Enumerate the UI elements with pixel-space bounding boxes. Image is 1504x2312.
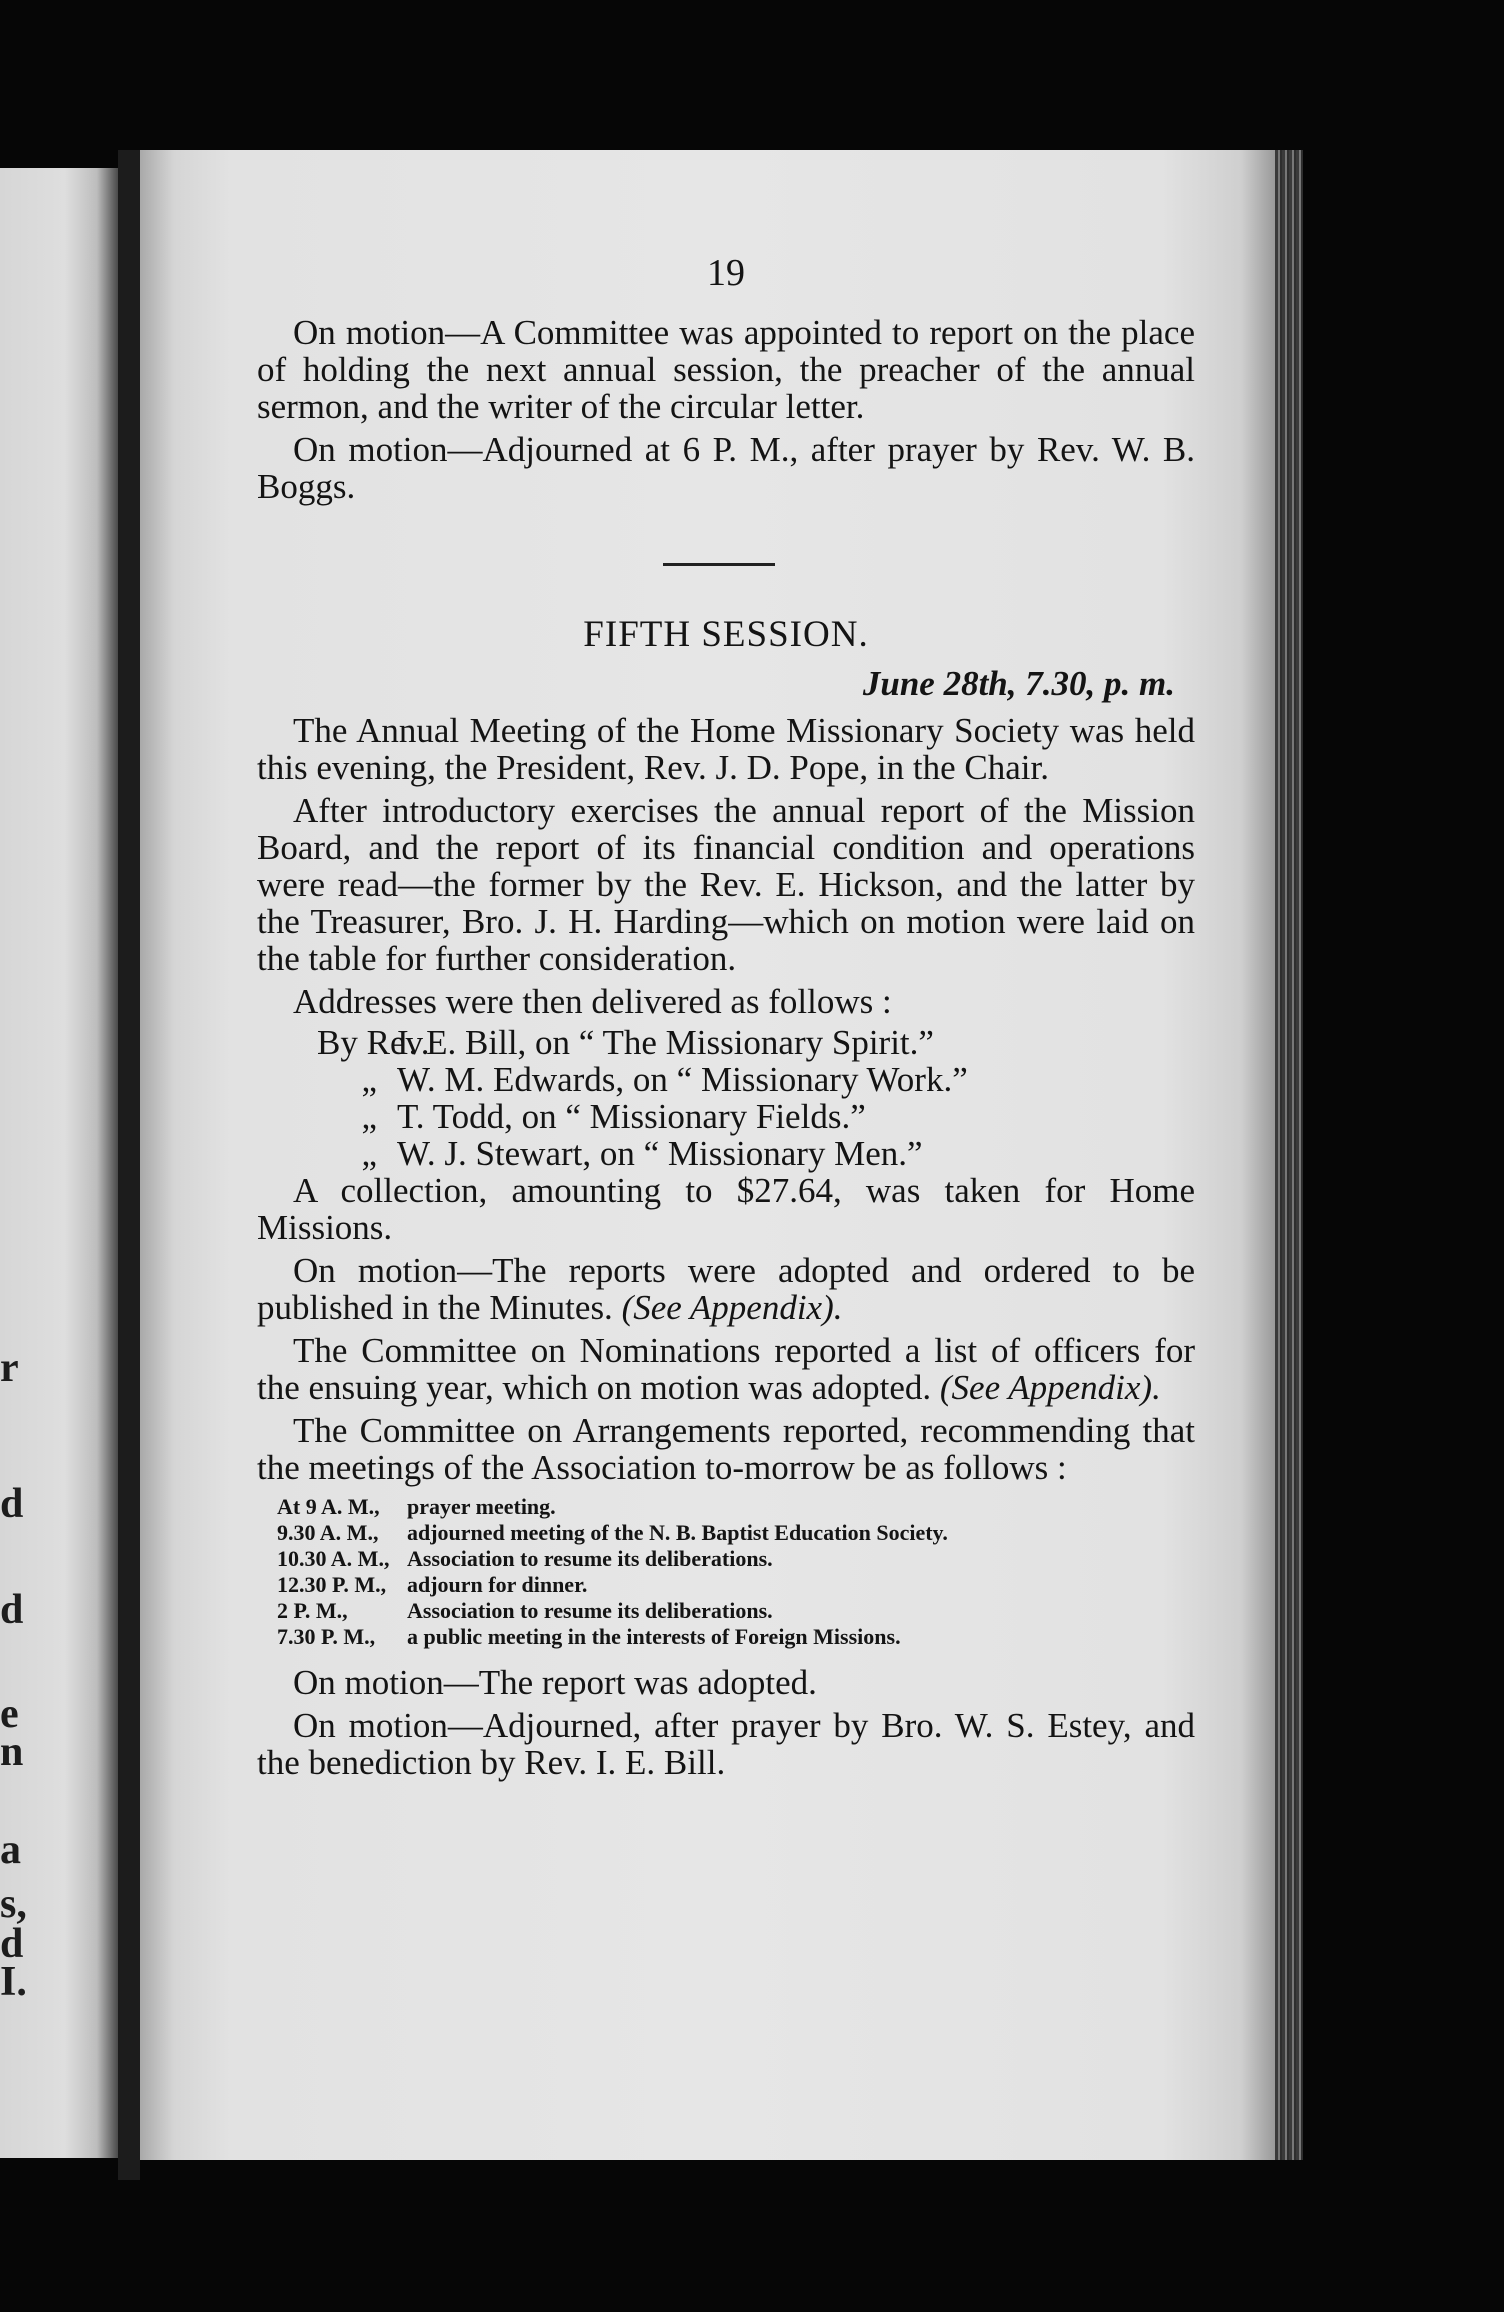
paragraph: On motion—A Committee was appointed to report on the place of holding the next annual session, the preacher of the annual sermon, and the writer of the circular letter.: [257, 313, 1195, 426]
paragraph: After introductory exercises the annual report of the Mission Board, and the report of its financial condition and operations were read—the former by the Rev. E. Hickson, and the latter by the Treasurer, Bro. J. H. Harding—which on motion were laid on the table for further consideration.: [257, 791, 1195, 978]
address-text: T. Todd, on “ Missionary Fields.”: [397, 1097, 866, 1136]
schedule-time: 2 P. M.,: [277, 1598, 348, 1623]
ditto-mark: „: [361, 1097, 377, 1136]
address-text: W. J. Stewart, on “ Missionary Men.”: [397, 1134, 923, 1173]
ditto-mark: „: [361, 1060, 377, 1099]
schedule-time: 10.30 A. M.,: [277, 1546, 390, 1571]
schedule-row: [257, 1520, 1195, 1546]
schedule: [257, 1494, 1195, 1650]
paragraph: [257, 1252, 1195, 1326]
addresses-intro: Addresses were then delivered as follows :: [293, 982, 892, 1021]
schedule-row: [257, 1494, 1195, 1520]
paragraph: On motion—The report was adopted.: [293, 1663, 817, 1702]
address-prefix: By Rev.: [317, 1023, 430, 1062]
session-heading: FIFTH SESSION.: [583, 614, 869, 655]
facing-page-fragment: d: [0, 1587, 24, 1633]
paragraph: [257, 1332, 1195, 1406]
address-text: I. E. Bill, on “ The Missionary Spirit.”: [397, 1023, 934, 1062]
schedule-desc: a public meeting in the interests of Foreign Missions.: [407, 1624, 901, 1649]
schedule-row: [257, 1598, 1195, 1624]
facing-page-fragment: e: [0, 1691, 19, 1737]
schedule-row: [257, 1546, 1195, 1572]
page-edge: [1275, 150, 1303, 2160]
paragraph: On motion—Adjourned, after prayer by Bro. W. S. Estey, and the benediction by Rev. I. E. Bill.: [257, 1706, 1195, 1782]
facing-page-fragment: I.: [0, 1959, 27, 2005]
schedule-time: 9.30 A. M.,: [277, 1520, 379, 1545]
appendix-reference: (See Appendix).: [621, 1288, 843, 1327]
paragraph-text: The Committee on Nominations reported a list of officers for the ensuing year, which on motion was adopted.: [257, 1331, 1195, 1407]
appendix-reference: (See Appendix).: [939, 1368, 1161, 1407]
schedule-row: [257, 1572, 1195, 1598]
schedule-desc: adjourned meeting of the N. B. Baptist Education Society.: [407, 1520, 948, 1545]
paragraph: A collection, amounting to $27.64, was taken for Home Missions.: [257, 1171, 1195, 1247]
dateline: June 28th, 7.30, p. m.: [862, 664, 1175, 703]
section-rule: [663, 563, 775, 566]
facing-page-fragment: r: [0, 1345, 19, 1391]
paragraph-text: On motion—The reports were adopted and ordered to be published in the Minutes.: [257, 1251, 1195, 1327]
paragraph: The Annual Meeting of the Home Missionary Society was held this evening, the President, Rev. J. D. Pope, in the Chair.: [257, 711, 1195, 787]
book-page: [140, 150, 1275, 2160]
schedule-row: [257, 1624, 1195, 1650]
address-text: W. M. Edwards, on “ Missionary Work.”: [397, 1060, 968, 1099]
address-item: [257, 1135, 1195, 1172]
facing-page-fragment: n: [0, 1729, 24, 1775]
facing-page-fragment: s,: [0, 1881, 27, 1927]
facing-page-fragment: a: [0, 1827, 21, 1873]
address-item: [257, 1061, 1195, 1098]
schedule-time: 12.30 P. M.,: [277, 1572, 387, 1597]
schedule-time: 7.30 P. M.,: [277, 1624, 376, 1649]
ditto-mark: „: [361, 1134, 377, 1173]
schedule-time: At 9 A. M.,: [277, 1494, 380, 1519]
schedule-desc: prayer meeting.: [407, 1494, 556, 1519]
paragraph: On motion—Adjourned at 6 P. M., after prayer by Rev. W. B. Boggs.: [257, 430, 1195, 506]
facing-page: [0, 168, 118, 2158]
schedule-desc: adjourn for dinner.: [407, 1572, 588, 1597]
page-number: 19: [707, 252, 745, 294]
paragraph: The Committee on Arrangements reported, recommending that the meetings of the Association to-morrow be as follows :: [257, 1411, 1195, 1487]
page-content: [257, 252, 1195, 1787]
schedule-desc: Association to resume its deliberations.: [407, 1598, 773, 1623]
facing-page-fragment: d: [0, 1921, 24, 1967]
address-item: [257, 1098, 1195, 1135]
book-gutter: [118, 150, 140, 2180]
address-item: [257, 1024, 1195, 1061]
schedule-desc: Association to resume its deliberations.: [407, 1546, 773, 1571]
facing-page-fragment: d: [0, 1481, 24, 1527]
